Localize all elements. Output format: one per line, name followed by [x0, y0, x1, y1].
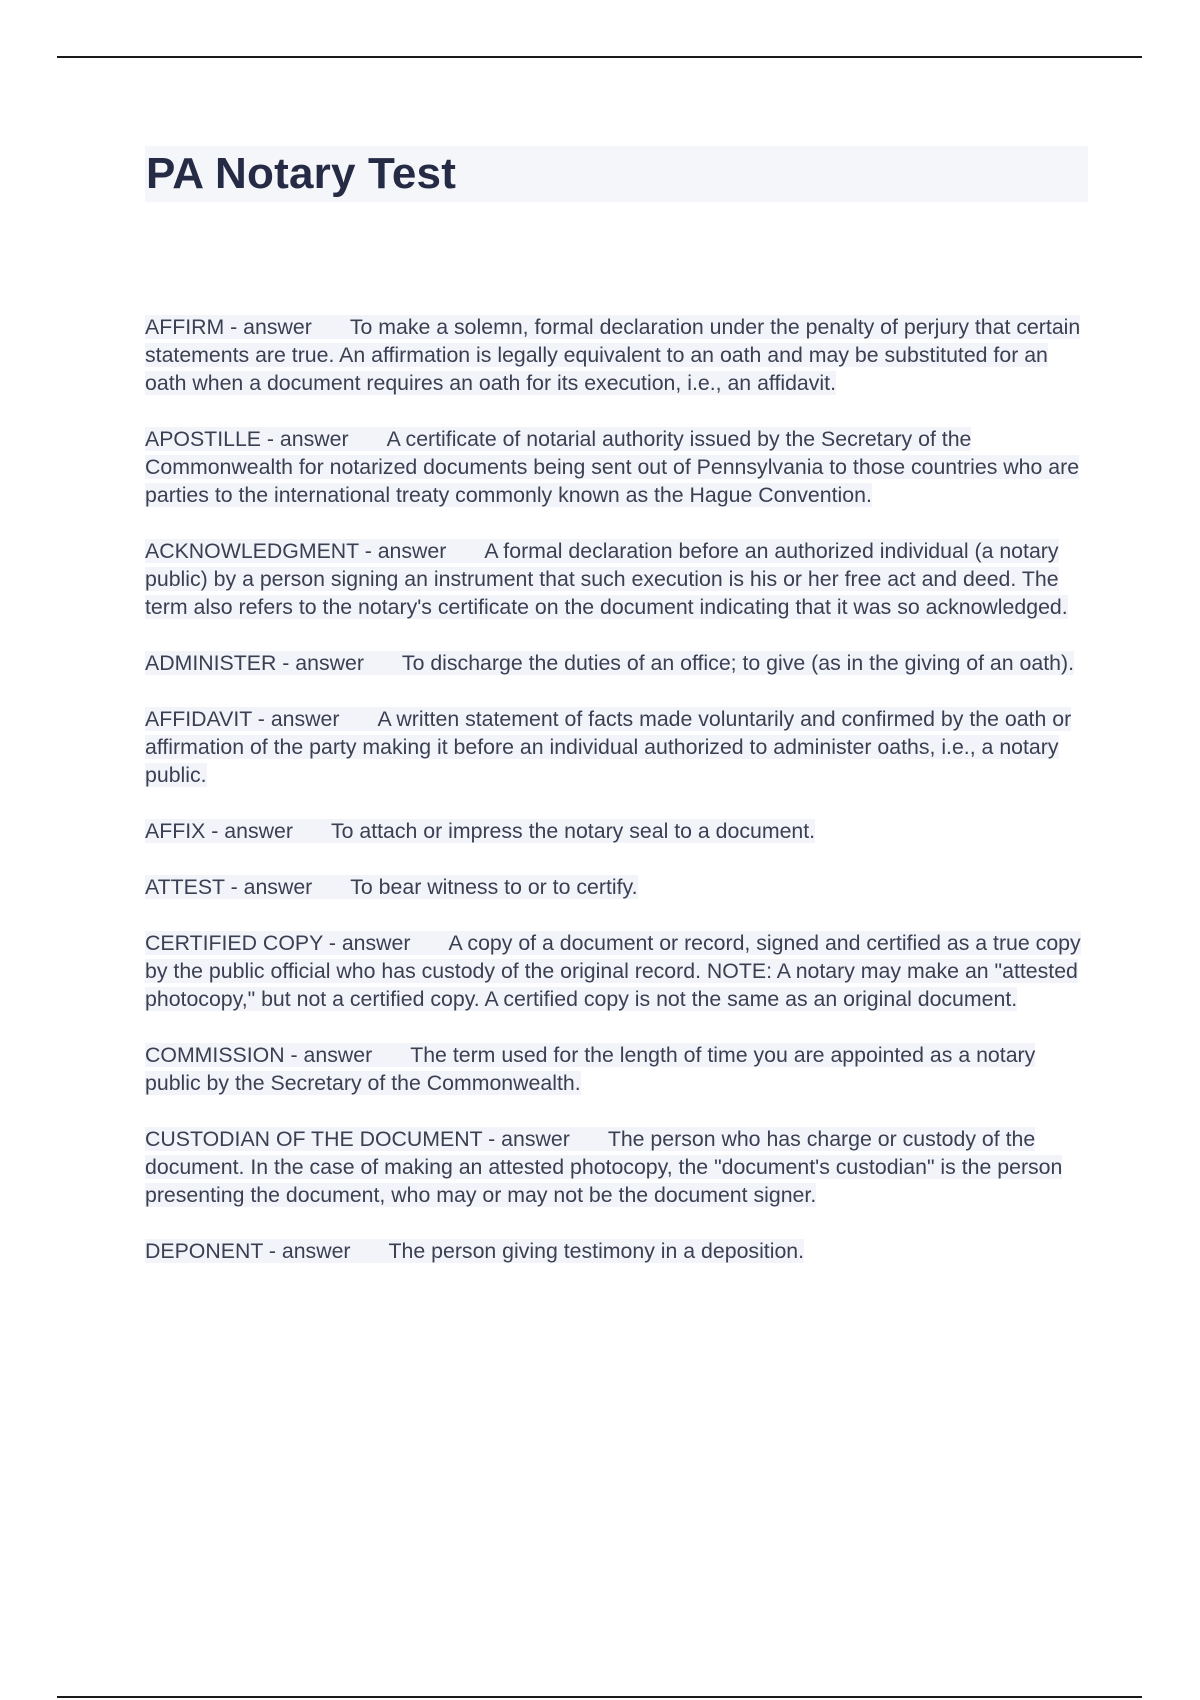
entry-deponent: [145, 1237, 1090, 1265]
entry-attest: [145, 873, 1090, 901]
top-rule: [57, 56, 1142, 58]
entry-list: [145, 313, 1090, 1293]
entry-definition: To discharge the duties of an office; to give (as in the giving of an oath).: [401, 651, 1074, 675]
entry-term: CUSTODIAN OF THE DOCUMENT - answer: [145, 1127, 570, 1151]
entry-term: ACKNOWLEDGMENT - answer: [145, 539, 447, 563]
entry-term: ADMINISTER - answer: [145, 651, 364, 675]
entry-definition: To attach or impress the notary seal to a document.: [330, 819, 816, 843]
entry-affidavit: [145, 705, 1090, 789]
entry-term: AFFIDAVIT - answer: [145, 707, 340, 731]
entry-affix: [145, 817, 1090, 845]
bottom-rule: [57, 1696, 1142, 1698]
page-title: PA Notary Test: [146, 149, 457, 198]
entry-commission: [145, 1041, 1090, 1097]
entry-definition: A certificate of notarial authority issued by the Secretary of the Commonwealth for notarized documents being sent out of Pennsylvania to those countries who are parties to the international treaty commonly known as the Hague Convention.: [145, 427, 1080, 507]
entry-term: APOSTILLE - answer: [145, 427, 349, 451]
entry-definition: The term used for the length of time you are appointed as a notary public by the Secretary of the Commonwealth.: [145, 1043, 1036, 1095]
entry-term: COMMISSION - answer: [145, 1043, 373, 1067]
entry-definition: To bear witness to or to certify.: [350, 875, 638, 899]
entry-apostille: [145, 425, 1090, 509]
entry-administer: [145, 649, 1090, 677]
entry-term: CERTIFIED COPY - answer: [145, 931, 411, 955]
entry-term: ATTEST - answer: [145, 875, 313, 899]
entry-acknowledgment: [145, 537, 1090, 621]
entry-term: AFFIRM - answer: [145, 315, 312, 339]
entry-definition: To make a solemn, formal declaration under the penalty of perjury that certain statements are true. An affirmation is legally equivalent to an oath and may be substituted for an oath when a document requires an oath for its execution, i.e., an affidavit.: [145, 315, 1081, 395]
entry-definition: A formal declaration before an authorized individual (a notary public) by a person signing an instrument that such execution is his or her free act and deed. The term also refers to the notary's certificate on the document indicating that it was so acknowledged.: [145, 539, 1068, 619]
entry-term: AFFIX - answer: [145, 819, 293, 843]
entry-certified-copy: [145, 929, 1090, 1013]
entry-custodian: [145, 1125, 1090, 1209]
entry-definition: The person giving testimony in a deposition.: [388, 1239, 805, 1263]
entry-definition: The person who has charge or custody of the document. In the case of making an attested photocopy, the "document's custodian" is the person presenting the document, who may or may not be the document signer.: [145, 1127, 1063, 1207]
entry-term: DEPONENT - answer: [145, 1239, 351, 1263]
entry-definition: A copy of a document or record, signed and certified as a true copy by the public official who has custody of the original record. NOTE: A notary may make an "attested photocopy," but not a certified copy. A certified copy is not the same as an original document.: [145, 931, 1081, 1011]
entry-definition: A written statement of facts made voluntarily and confirmed by the oath or affirmation of the party making it before an individual authorized to administer oaths, i.e., a notary public.: [145, 707, 1072, 787]
entry-affirm: [145, 313, 1090, 397]
